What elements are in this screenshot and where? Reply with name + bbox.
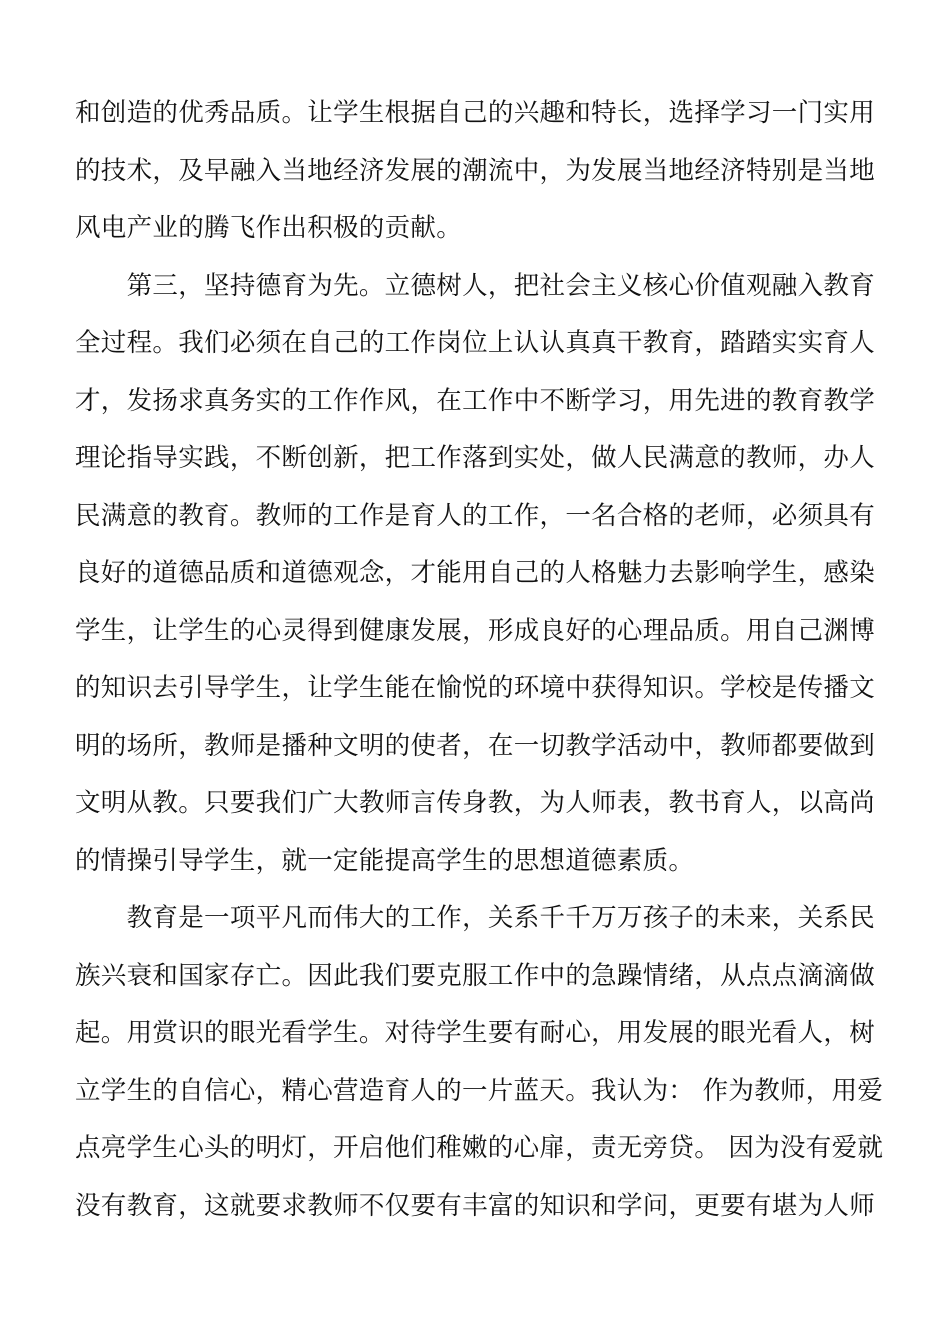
text-line-2: 的技术，及早融入当地经济发展的潮流中，为发展当地经济特别是当地 bbox=[75, 156, 875, 186]
text-line-12: 明的场所，教师是播种文明的使者，在一切教学活动中，教师都要做到 bbox=[75, 731, 875, 761]
text-line-19: 点亮学生心头的明灯，开启他们稚嫩的心扉，责无旁贷。 因为没有爱就 bbox=[75, 1133, 884, 1163]
text-line-15: 教育是一项平凡而伟大的工作，关系千千万万孩子的未来，关系民 bbox=[75, 903, 875, 933]
text-line-3: 风电产业的腾飞作出积极的贡献。 bbox=[75, 213, 463, 243]
text-line-20: 没有教育，这就要求教师不仅要有丰富的知识和学问，更要有堪为人师 bbox=[75, 1191, 875, 1221]
text-line-6: 才，发扬求真务实的工作作风，在工作中不断学习，用先进的教育教学 bbox=[75, 386, 875, 416]
text-line-13: 文明从教。只要我们广大教师言传身教，为人师表，教书育人，以高尚 bbox=[75, 788, 875, 818]
text-line-8: 民满意的教育。教师的工作是育人的工作，一名合格的老师，必须具有 bbox=[75, 501, 875, 531]
text-line-10: 学生，让学生的心灵得到健康发展，形成良好的心理品质。用自己渊博 bbox=[75, 616, 875, 646]
text-line-11: 的知识去引导学生，让学生能在愉悦的环境中获得知识。学校是传播文 bbox=[75, 673, 875, 703]
text-line-4: 第三，坚持德育为先。立德树人，把社会主义核心价值观融入教育 bbox=[75, 271, 875, 301]
text-line-14: 的情操引导学生，就一定能提高学生的思想道德素质。 bbox=[75, 846, 695, 876]
text-line-5: 全过程。我们必须在自己的工作岗位上认认真真干教育，踏踏实实育人 bbox=[75, 328, 875, 358]
text-line-18: 立学生的自信心，精心营造育人的一片蓝天。我认为： 作为教师，用爱 bbox=[75, 1076, 884, 1106]
text-line-1: 和创造的优秀品质。让学生根据自己的兴趣和特长，选择学习一门实用 bbox=[75, 98, 875, 128]
text-line-7: 理论指导实践，不断创新，把工作落到实处，做人民满意的教师，办人 bbox=[75, 443, 875, 473]
text-line-17: 起。用赏识的眼光看学生。对待学生要有耐心，用发展的眼光看人，树 bbox=[75, 1018, 875, 1048]
text-line-16: 族兴衰和国家存亡。因此我们要克服工作中的急躁情绪，从点点滴滴做 bbox=[75, 961, 875, 991]
text-line-9: 良好的道德品质和道德观念，才能用自己的人格魅力去影响学生，感染 bbox=[75, 558, 875, 588]
